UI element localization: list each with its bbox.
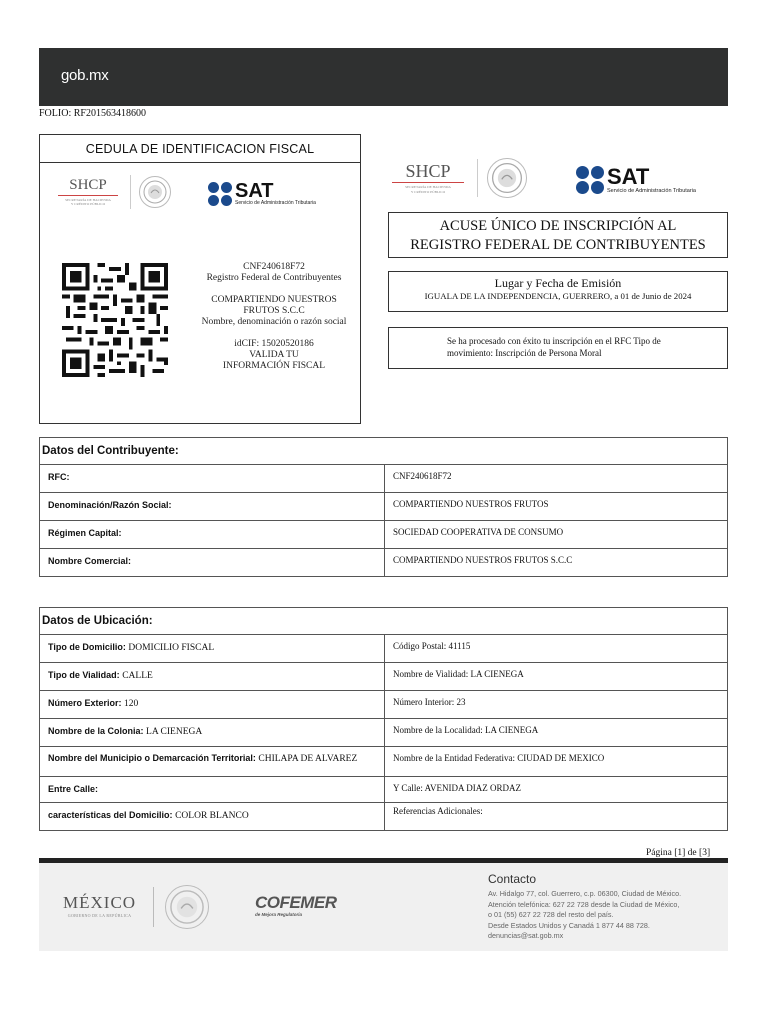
cedula-title-de: DE	[136, 142, 163, 156]
page-number: Página [1] de [3]	[646, 848, 711, 858]
row-label: Régimen Capital:	[40, 521, 385, 549]
sat-logo-right-sub: Servicio de Administración Tributaria	[607, 188, 696, 194]
row-value: Nombre de Vialidad: LA CIENEGA	[385, 663, 728, 691]
contacto-phone-pais: o 01 (55) 627 22 728 del resto del país.	[488, 910, 614, 919]
row-value: Y Calle: AVENIDA DIAZ ORDAZ	[385, 777, 728, 803]
cofemer-logo	[255, 893, 337, 917]
shcp-underline	[58, 195, 118, 196]
table-row	[40, 719, 728, 747]
gob-header-bar	[39, 48, 728, 106]
table-row	[40, 635, 728, 663]
table-row	[40, 493, 728, 521]
acuse-title-box	[388, 212, 728, 258]
row-label-value: 120	[124, 699, 139, 709]
row-label-value: COLOR BLANCO	[175, 811, 249, 821]
contacto-phone-cdmx: Atención telefónica: 627 22 728 desde la Ciudad de México,	[488, 899, 680, 909]
cedula-info	[190, 262, 358, 372]
table-row	[40, 521, 728, 549]
row-value: CNF240618F72	[385, 465, 728, 493]
lugar-fecha-text: IGUALA DE LA INDEPENDENCIA, GUERRERO, a 01 de Junio de 2024	[424, 291, 692, 301]
mexico-logo	[63, 893, 136, 918]
shcp-logo-right	[388, 158, 527, 198]
lugar-fecha-title: Lugar y Fecha de Emisión	[494, 276, 622, 290]
rfc-code: CNF240618F72	[243, 262, 305, 272]
row-label-text: Tipo de Vialidad:	[48, 670, 120, 680]
table-row	[40, 465, 728, 493]
row-label-text: Número Exterior:	[48, 698, 122, 708]
contribuyente-header: Datos del Contribuyente:	[40, 438, 728, 465]
row-value: Referencias Adicionales:	[385, 803, 728, 831]
logo-divider	[130, 175, 131, 209]
table-row	[40, 549, 728, 577]
folio-number: FOLIO: RF201563418600	[39, 108, 146, 119]
sat-logo-right-text: SAT	[607, 164, 650, 189]
row-label	[40, 635, 385, 663]
shcp-logo-right-text: SHCP	[405, 161, 451, 182]
row-value: COMPARTIENDO NUESTROS FRUTOS S.C.C	[385, 549, 728, 577]
row-label-text: Entre Calle:	[48, 784, 99, 794]
contacto-block	[488, 872, 681, 942]
cedula-title-rest: IDENTIFICACION FISCAL	[162, 142, 315, 156]
idcif: idCIF: 15020520186	[234, 339, 314, 349]
procesado-box	[388, 327, 728, 369]
row-label	[40, 691, 385, 719]
rfc-caption: Registro Federal de Contribuyentes	[206, 273, 342, 283]
mexico-seal-icon	[165, 885, 209, 929]
sat-logo	[208, 181, 316, 207]
sat-logo-right	[576, 166, 696, 194]
table-row	[40, 747, 728, 777]
row-label-value: CALLE	[122, 671, 153, 681]
mexico-logo-sub: GOBIERNO DE LA REPÚBLICA	[67, 913, 132, 918]
shcp-right-underline	[392, 182, 464, 183]
cedula-title-word: CEDULA	[85, 142, 137, 156]
valida-line2[interactable]: INFORMACIÓN FISCAL	[222, 361, 326, 371]
footer-logo-divider	[153, 887, 154, 927]
razon-social-caption: Nombre, denominación o razón social	[201, 317, 347, 327]
procesado-line2: movimiento: Inscripción de Persona Moral	[447, 348, 602, 358]
table-row	[40, 777, 728, 803]
procesado-line1: Se ha procesado con éxito tu inscripción en el RFC Tipo de	[447, 336, 661, 346]
row-label-value: DOMICILIO FISCAL	[128, 643, 215, 653]
contacto-address: Av. Hidalgo 77, col. Guerrero, c.p. 06300, Ciudad de México.	[488, 889, 682, 898]
razon-social-line2: FRUTOS S.C.C	[243, 306, 305, 316]
valida-line1[interactable]: VALIDA TU	[249, 350, 299, 360]
ubicacion-table	[39, 607, 728, 831]
mexico-seal-icon	[487, 158, 527, 198]
row-value: Nombre de la Entidad Federativa: CIUDAD DE MEXICO	[385, 747, 728, 777]
row-label	[40, 747, 385, 777]
row-label-value: CHILAPA DE ALVAREZ	[258, 754, 358, 764]
row-label	[40, 719, 385, 747]
shcp-logo-right-sub1: SECRETARÍA DE HACIENDA	[405, 185, 451, 190]
row-label-text: Tipo de Domicilio:	[48, 642, 126, 652]
shcp-logo-right-sub2: Y CRÉDITO PÚBLICO	[410, 189, 446, 194]
row-label	[40, 777, 385, 803]
shcp-logo-sub2: Y CRÉDITO PÚBLICO	[70, 202, 106, 206]
footer	[39, 863, 728, 951]
row-label: RFC:	[40, 465, 385, 493]
table-row	[40, 803, 728, 831]
row-label	[40, 803, 385, 831]
row-label-value: LA CIENEGA	[146, 727, 203, 737]
cofemer-logo-sub: de Mejora Regulatoria	[255, 912, 303, 917]
razon-social-line1: COMPARTIENDO NUESTROS	[211, 295, 337, 305]
shcp-logo-sub1: SECRETARÍA DE HACIENDA	[65, 197, 111, 202]
cedula-title	[40, 135, 360, 163]
right-header-logos	[388, 152, 728, 202]
contribuyente-table	[39, 437, 728, 577]
mexico-seal-icon	[139, 176, 171, 208]
cedula-card	[39, 134, 361, 424]
row-value: Nombre de la Localidad: LA CIENEGA	[385, 719, 728, 747]
acuse-title-line2: REGISTRO FEDERAL DE CONTRIBUYENTES	[410, 237, 706, 253]
row-label-text: Nombre de la Colonia:	[48, 726, 144, 736]
logo-divider-right	[477, 159, 478, 197]
mexico-logo-text: MÉXICO	[63, 893, 137, 912]
contacto-title: Contacto	[488, 872, 537, 886]
ubicacion-header: Datos de Ubicación:	[40, 608, 728, 635]
row-label: Nombre Comercial:	[40, 549, 385, 577]
sat-logo-sub: Servicio de Administración Tributaria	[235, 200, 316, 206]
row-label-text: características del Domicilio:	[48, 810, 173, 820]
contacto-email-link[interactable]: denuncias@sat.gob.mx	[488, 931, 564, 940]
table-row	[40, 663, 728, 691]
cofemer-logo-text: COFEMER	[255, 893, 337, 912]
shcp-logo-text: SHCP	[69, 176, 107, 193]
gob-mx-logo[interactable]: gob.mx	[61, 67, 109, 84]
row-label: Denominación/Razón Social:	[40, 493, 385, 521]
shcp-logo	[54, 175, 171, 209]
sat-logo-text: SAT	[235, 180, 274, 202]
row-label	[40, 663, 385, 691]
contacto-phone-usa: Desde Estados Unidos y Canadá 1 877 44 88 728.	[488, 920, 650, 930]
row-value: Código Postal: 41115	[385, 635, 728, 663]
qr-code-icon[interactable]	[61, 263, 169, 377]
sat-dots-icon	[576, 166, 604, 194]
acuse-title-line1: ACUSE ÚNICO DE INSCRIPCIÓN AL	[439, 218, 677, 234]
lugar-fecha-box	[388, 271, 728, 312]
table-row	[40, 691, 728, 719]
row-value: SOCIEDAD COOPERATIVA DE CONSUMO	[385, 521, 728, 549]
row-value: Número Interior: 23	[385, 691, 728, 719]
row-value: COMPARTIENDO NUESTROS FRUTOS	[385, 493, 728, 521]
sat-dots-icon	[208, 182, 232, 206]
row-label-text: Nombre del Municipio o Demarcación Territorial:	[48, 753, 256, 763]
